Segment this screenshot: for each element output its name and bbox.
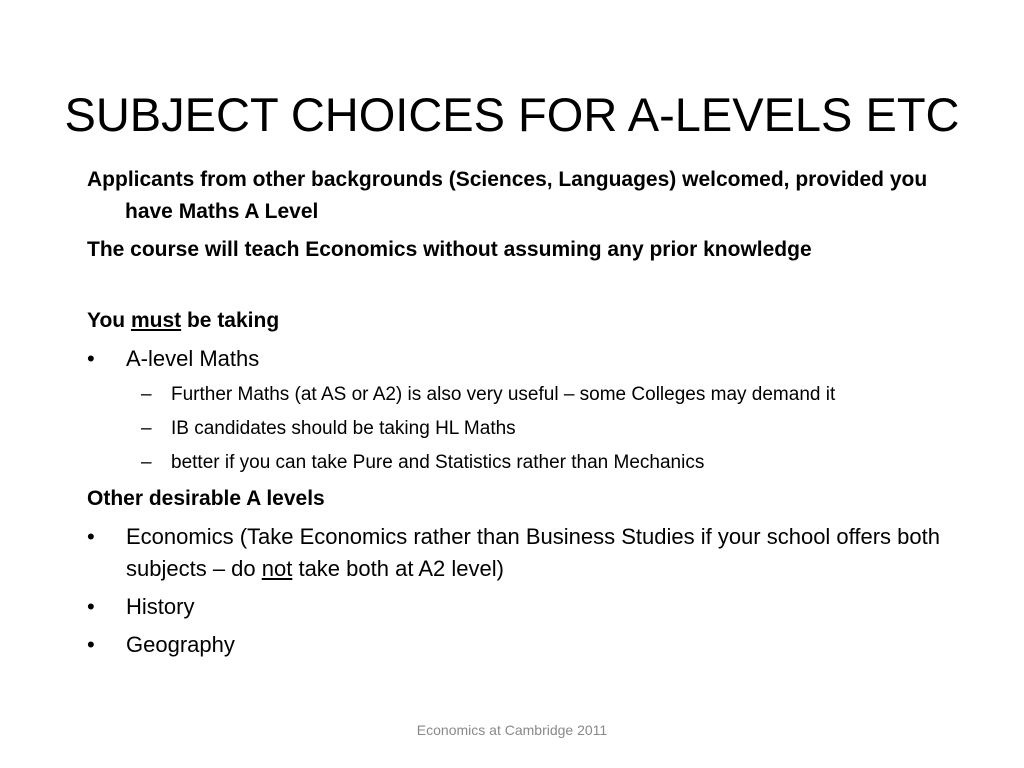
- bullet-icon: •: [87, 524, 95, 549]
- dash-icon: –: [141, 418, 152, 439]
- sub-item-further-maths: [87, 381, 967, 409]
- not-emphasis: not: [261, 556, 293, 581]
- intro-paragraph-2: The course will teach Economics without assuming any prior knowledge: [87, 238, 812, 261]
- intro-paragraph-1: Applicants from other backgrounds (Sciences, Languages) welcomed, provided you have Maths A Level: [87, 168, 928, 223]
- spacer: [87, 272, 967, 305]
- sub-item-label: better if you can take Pure and Statistics rather than Mechanics: [171, 452, 705, 473]
- list-item-label: [126, 524, 940, 581]
- bullet-icon: •: [87, 632, 95, 657]
- must-heading: [87, 305, 967, 337]
- dash-icon: –: [141, 452, 152, 473]
- slide-footer: Economics at Cambridge 2011: [416, 722, 608, 738]
- must-heading-after: be taking: [181, 309, 280, 332]
- economics-text-before: Economics (Take Economics rather than Business Studies if your school offers both subjects – do: [126, 524, 940, 581]
- list-item-label: Geography: [126, 632, 235, 657]
- sub-item-label: Further Maths (at AS or A2) is also very useful – some Colleges may demand it: [171, 384, 836, 405]
- slide-title: SUBJECT CHOICES FOR A-LEVELS ETC: [64, 88, 960, 141]
- list-item-maths: [87, 343, 967, 375]
- list-item-economics: [87, 521, 967, 585]
- list-item-label: A-level Maths: [126, 346, 260, 371]
- slide-body: [87, 164, 967, 667]
- dash-icon: –: [141, 384, 152, 405]
- sub-item-ib: [87, 415, 967, 443]
- list-item-geography: [87, 629, 967, 661]
- sub-item-label: IB candidates should be taking HL Maths: [171, 418, 516, 439]
- must-emphasis: must: [130, 309, 182, 332]
- must-heading-before: You: [87, 309, 131, 332]
- desirable-heading: Other desirable A levels: [87, 487, 325, 510]
- bullet-icon: •: [87, 346, 95, 371]
- sub-item-pure-stats: [87, 449, 967, 477]
- list-item-label: History: [126, 594, 195, 619]
- economics-text-after: take both at A2 level): [292, 556, 504, 581]
- bullet-icon: •: [87, 594, 95, 619]
- list-item-history: [87, 591, 967, 623]
